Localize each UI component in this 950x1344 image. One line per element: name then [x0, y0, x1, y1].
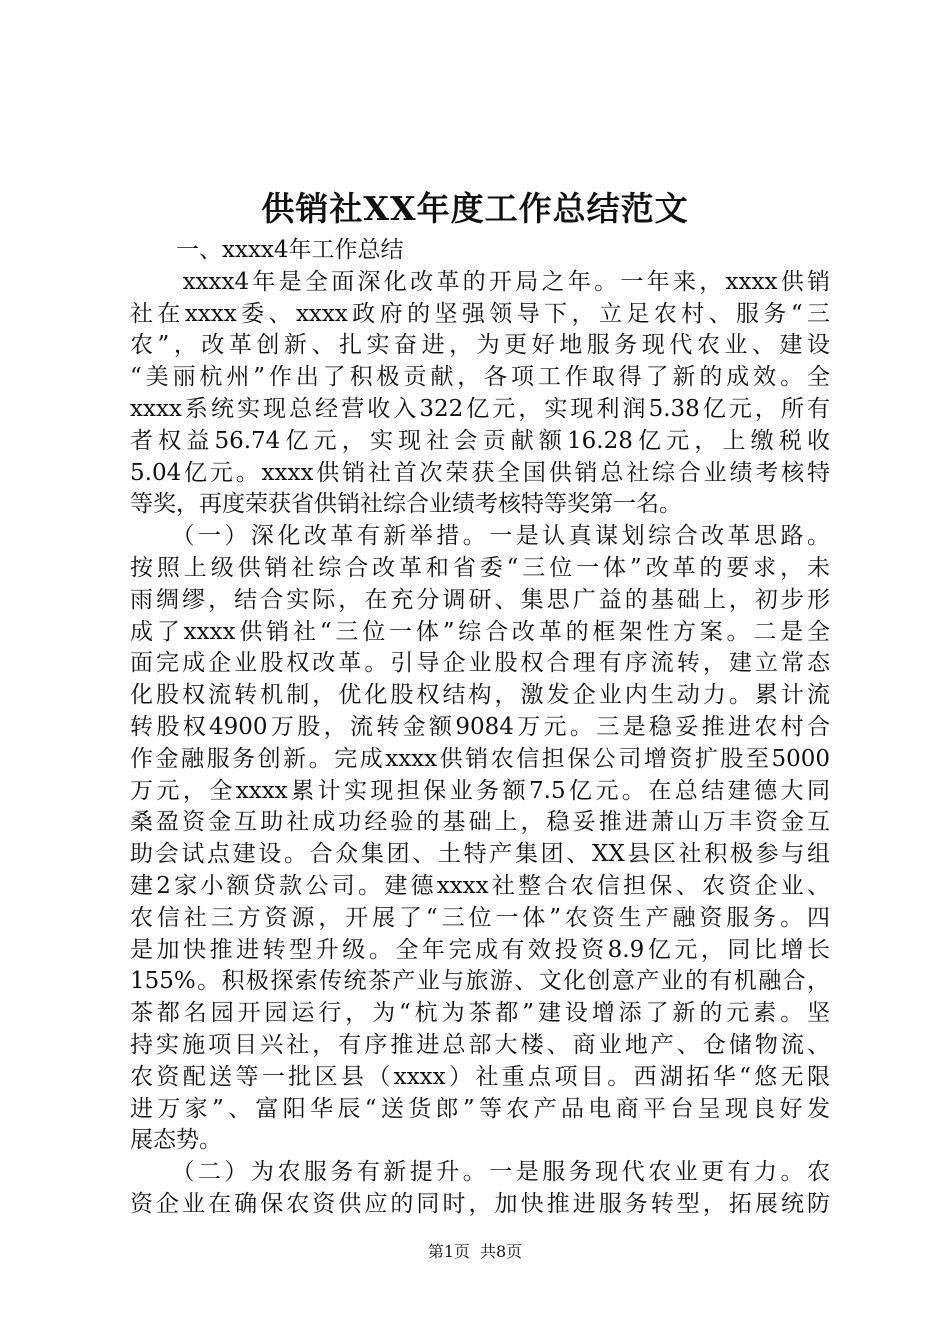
document-body: [130, 235, 830, 1221]
text-line: 农信社三方资源，开展了“三位一体”农资生产融资服务。四: [130, 904, 830, 931]
text-line: 面完成企业股权改革。引导企业股权合理有序流转，建立常态: [130, 650, 830, 677]
text-line: （一）深化改革有新举措。一是认真谋划综合改革思路。: [130, 523, 830, 550]
text-line: 雨绸缪，结合实际，在充分调研、集思广益的基础上，初步形: [130, 586, 830, 613]
text-line: 社在xxxx委、xxxx政府的坚强领导下，立足农村、服务“三: [130, 300, 830, 327]
document-title: 供销社XX年度工作总结范文: [261, 189, 689, 228]
text-line: 转股权4900万股，流转金额9084万元。三是稳妥推进农村合: [130, 713, 830, 740]
text-line: 万元，全xxxx累计实现担保业务额7.5亿元。在总结建德大同: [130, 777, 830, 804]
text-line: 作金融服务创新。完成xxxx供销农信担保公司增资扩股至5000: [130, 745, 830, 772]
text-line: 是加快推进转型升级。全年完成有效投资8.9亿元，同比增长: [130, 936, 830, 963]
text-line: 化股权流转机制，优化股权结构，激发企业内生动力。累计流: [130, 682, 830, 709]
text-line: 155%。积极探索传统茶产业与旅游、文化创意产业的有机融合，: [130, 968, 830, 995]
text-line: 农资配送等一批区县（xxxx）社重点项目。西湖拓华“悠无限: [130, 1063, 830, 1090]
text-line: 成了xxxx供销社“三位一体”综合改革的框架性方案。二是全: [130, 618, 830, 645]
text-line: 进万家”、富阳华辰“送货郎”等农产品电商平台呈现良好发: [130, 1095, 830, 1122]
text-line: 5.04亿元。xxxx供销社首次荣获全国供销总社综合业绩考核特: [130, 459, 830, 486]
text-line: 展态势。: [130, 1127, 222, 1154]
page-total: 共8页: [480, 1242, 523, 1261]
text-line: 按照上级供销社综合改革和省委“三位一体”改革的要求，未: [130, 554, 830, 581]
text-line: 助会试点建设。合众集团、土特产集团、XX县区社积极参与组: [130, 841, 830, 868]
text-line: xxxx系统实现总经营收入322亿元，实现利润5.38亿元，所有: [130, 395, 830, 422]
page-number: 第1页: [427, 1242, 470, 1261]
text-line: “美丽杭州”作出了积极贡献，各项工作取得了新的成效。全: [130, 364, 830, 391]
text-line: 者权益56.74亿元，实现社会贡献额16.28亿元，上缴税收: [130, 427, 830, 454]
text-line: xxxx4年是全面深化改革的开局之年。一年来，xxxx供销: [130, 268, 830, 295]
text-line: 农”，改革创新、扎实奋进，为更好地服务现代农业、建设: [130, 332, 830, 359]
text-line: 桑盈资金互助社成功经验的基础上，稳妥推进萧山万丰资金互: [130, 809, 830, 836]
text-line: （二）为农服务有新提升。一是服务现代农业更有力。农: [130, 1159, 830, 1186]
text-line: 持实施项目兴社，有序推进总部大楼、商业地产、仓储物流、: [130, 1031, 830, 1058]
text-line: 一、xxxx4年工作总结: [130, 237, 404, 263]
text-line: 资企业在确保农资供应的同时，加快推进服务转型，拓展统防: [130, 1190, 830, 1217]
text-line: 等奖，再度荣获省供销社综合业绩考核特等奖第一名。: [130, 491, 682, 518]
text-line: 建2家小额贷款公司。建德xxxx社整合农信担保、农资企业、: [130, 872, 830, 899]
page-footer: [0, 1240, 950, 1264]
text-line: 茶都名园开园运行，为“杭为茶都”建设增添了新的元素。坚: [130, 1000, 830, 1027]
